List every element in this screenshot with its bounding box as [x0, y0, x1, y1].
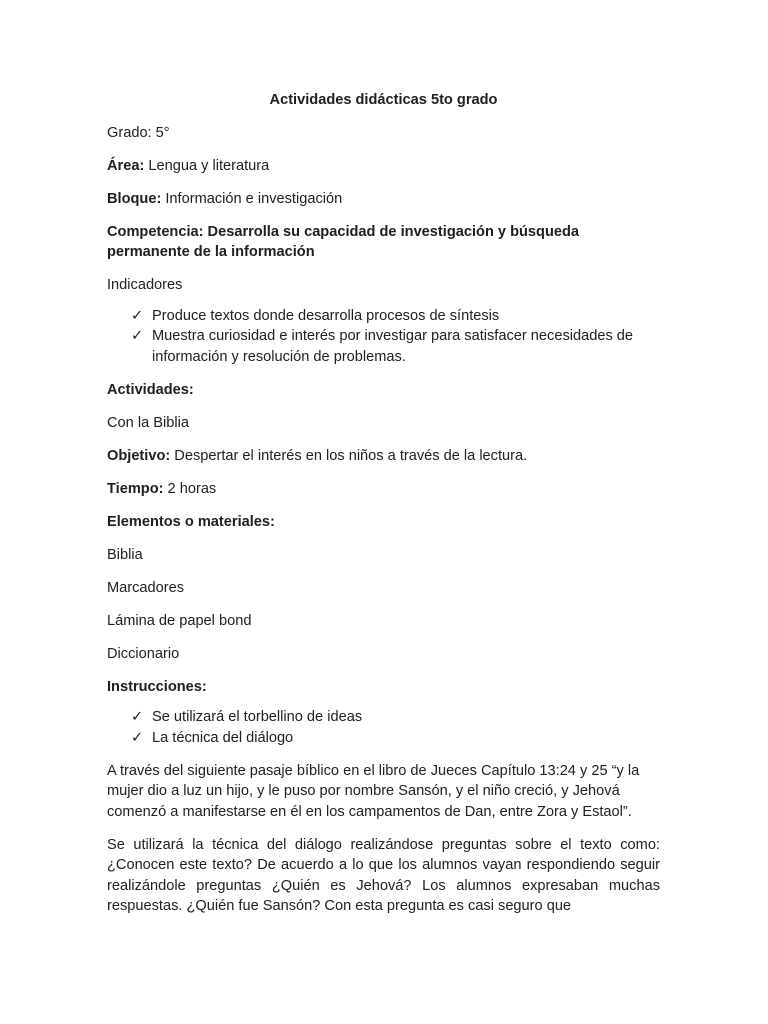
material-item: Marcadores	[107, 579, 185, 596]
materiales-heading	[107, 512, 660, 533]
area-line	[107, 156, 660, 177]
material-item: Biblia	[107, 546, 143, 563]
bloque-value: Información e investigación	[161, 190, 343, 207]
objetivo-value: Despertar el interés en los niños a través de la lectura.	[170, 447, 528, 464]
tiempo-line	[107, 479, 660, 500]
paragraph-pasaje: A través del siguiente pasaje bíblico en el libro de Jueces Capítulo 13:24 y 25 “y la mujer dio a luz un hijo, y le puso por nombre Sansón, y el niño creció, y Jehová comenzó a manifestarse en él en los campamentos de Dan, entre Zora y Estaol”.	[107, 762, 640, 820]
list-item	[131, 707, 660, 728]
indicadores-heading: Indicadores	[107, 277, 183, 293]
actividades-heading	[107, 380, 660, 401]
bloque-label: Bloque:	[107, 190, 162, 207]
material-item: Lámina de papel bond	[107, 612, 252, 629]
indicadores-list	[107, 306, 660, 368]
competencia-text: Competencia: Desarrolla su capacidad de investigación y búsqueda permanente de la información	[107, 223, 580, 260]
instrucciones-heading	[107, 677, 660, 698]
instruccion-text: La técnica del diálogo	[152, 729, 294, 746]
tiempo-value: 2 horas	[163, 480, 217, 497]
checkmark-icon: ✓	[131, 729, 144, 746]
list-item	[131, 326, 660, 367]
document-title: Actividades didácticas 5to grado	[269, 92, 498, 108]
instruccion-text: Se utilizará el torbellino de ideas	[152, 709, 363, 725]
paragraph-dialogo: Se utilizará la técnica del diálogo realizándose preguntas sobre el texto como: ¿Conocen este texto? De acuerdo a lo que los alumnos vayan respondiendo seguir realizándole preguntas ¿Quién es Jehová? Los alumnos expresaban muchas respuestas. ¿Quién fue Sansón? Con esta pregunta es casi seguro que	[107, 836, 660, 914]
instrucciones-list	[107, 707, 660, 748]
bloque-line	[107, 189, 660, 210]
competencia-line	[107, 222, 660, 263]
grado-line: Grado: 5°	[107, 124, 170, 141]
checkmark-icon: ✓	[131, 328, 144, 344]
tiempo-label: Tiempo:	[107, 480, 164, 497]
materiales-label: Elementos o materiales:	[107, 513, 275, 530]
objetivo-line	[107, 446, 660, 467]
actividad-nombre: Con la Biblia	[107, 414, 189, 431]
actividades-label: Actividades:	[107, 381, 194, 398]
indicador-text: Muestra curiosidad e interés por investigar para satisfacer necesidades de información y resolución de problemas.	[152, 328, 634, 365]
checkmark-icon: ✓	[131, 307, 144, 324]
indicador-text: Produce textos donde desarrolla procesos de síntesis	[152, 307, 500, 324]
document-body	[107, 90, 660, 929]
list-item	[131, 728, 660, 749]
list-item	[131, 306, 660, 327]
checkmark-icon: ✓	[131, 709, 144, 725]
objetivo-label: Objetivo:	[107, 447, 171, 464]
material-item: Diccionario	[107, 645, 180, 662]
area-value: Lengua y literatura	[144, 157, 270, 174]
instrucciones-label: Instrucciones:	[107, 678, 207, 695]
area-label: Área:	[107, 157, 145, 174]
